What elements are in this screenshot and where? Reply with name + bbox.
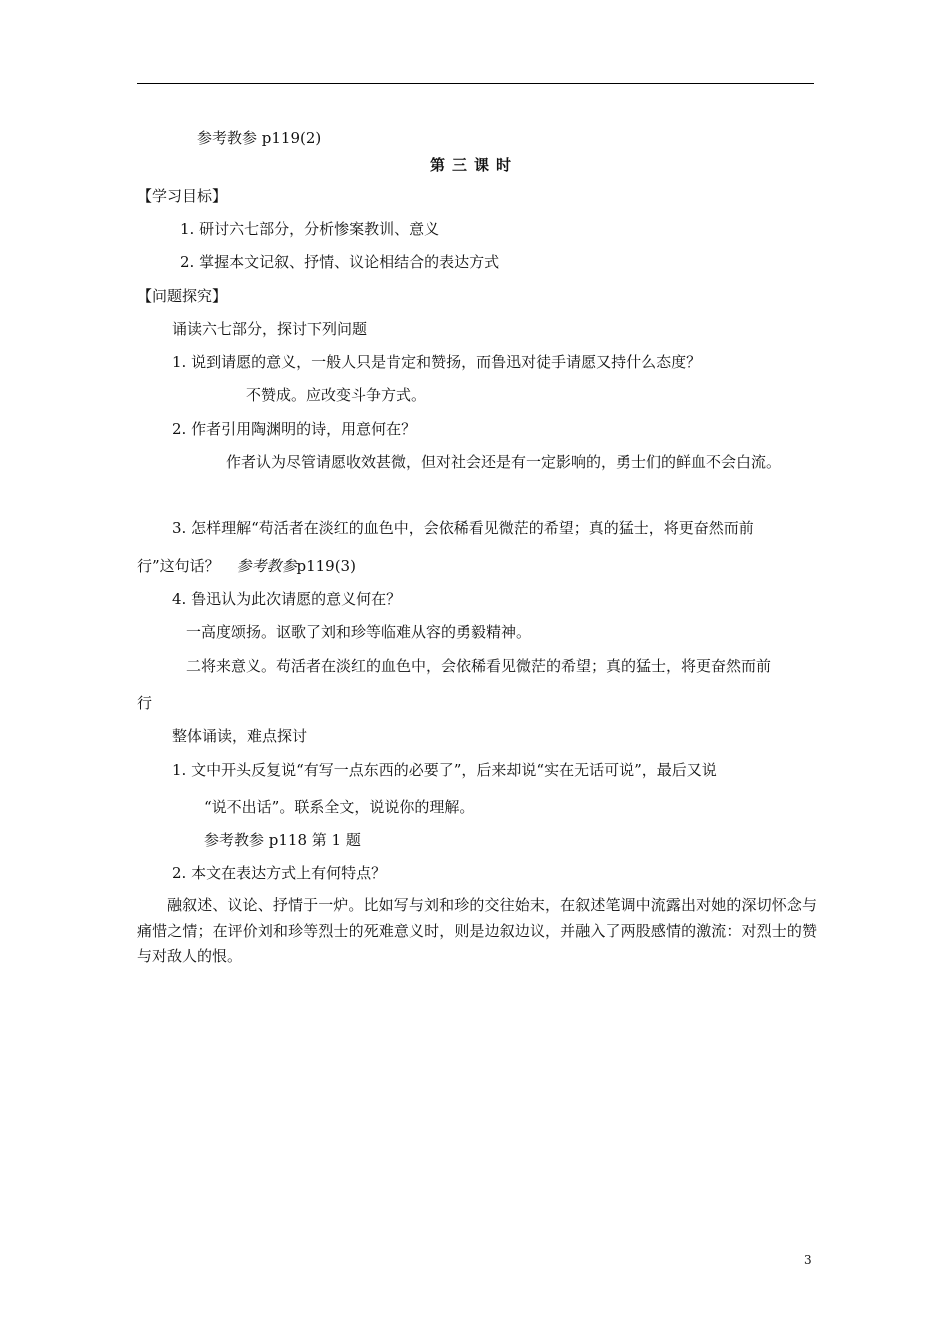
question-3-line-2 — [137, 556, 356, 576]
question-3-text: 行”这句话？ — [137, 557, 220, 575]
whole-question-2: 2. 本文在表达方式上有何特点？ — [172, 864, 387, 882]
whole-question-1-ref: 参考教参 p118 第 1 题 — [204, 831, 361, 849]
page-number: 3 — [804, 1253, 812, 1267]
inquiry-intro: 诵读六七部分，探讨下列问题 — [172, 320, 368, 338]
question-3-line-1: 3. 怎样理解“苟活者在淡红的血色中，会依稀看见微茫的希望；真的猛士，将更奋然而前 — [172, 519, 754, 537]
goal-item-2: 2. 掌握本文记叙、抒情、议论相结合的表达方式 — [180, 253, 500, 271]
section-whole-reading: 整体诵读，难点探讨 — [172, 727, 308, 745]
whole-question-1-line-2: “说不出话”。联系全文，说说你的理解。 — [204, 798, 475, 816]
answer-1: 不赞成。应改变斗争方式。 — [246, 386, 427, 404]
answer-4-part-2: 二将来意义。苟活者在淡红的血色中，会依稀看见微茫的希望；真的猛士，将更奋然而前 — [186, 657, 772, 675]
answer-4-part-1: 一高度颂扬。讴歌了刘和珍等临难从容的勇毅精神。 — [186, 623, 532, 641]
goal-item-1: 1. 研讨六七部分，分析惨案教训、意义 — [180, 220, 440, 238]
ref-top: 参考教参 p119(2) — [197, 129, 322, 147]
question-3-ref-page: p119(3) — [296, 557, 356, 575]
section-goals-heading: 【学习目标】 — [137, 187, 228, 205]
section-inquiry-heading: 【问题探究】 — [137, 287, 228, 305]
page-title: 第三课时 — [430, 156, 519, 174]
answer-4-part-3: 行 — [137, 694, 153, 712]
answer-2: 作者认为尽管请愿收效甚微，但对社会还是有一定影响的，勇士们的鲜血不会白流。 — [226, 453, 782, 471]
question-3-ref: 参考教参 — [236, 557, 297, 575]
question-4: 4. 鲁迅认为此次请愿的意义何在？ — [172, 590, 402, 608]
question-1: 1. 说到请愿的意义，一般人只是肯定和赞扬，而鲁迅对徒手请愿又持什么态度？ — [172, 353, 702, 371]
header-rule — [137, 83, 814, 84]
whole-question-1-line-1: 1. 文中开头反复说“有写一点东西的必要了”，后来却说“实在无话可说”，最后又说 — [172, 761, 717, 779]
whole-answer-2: 融叙述、议论、抒情于一炉。比如写与刘和珍的交往始末，在叙述笔调中流露出对她的深切怀念与痛惜之情；在评价刘和珍等烈士的死难意义时，则是边叙边议，并融入了两股感情的激流：对烈士的赞与对敌人的恨。 — [137, 896, 817, 965]
question-2: 2. 作者引用陶渊明的诗，用意何在？ — [172, 420, 417, 438]
